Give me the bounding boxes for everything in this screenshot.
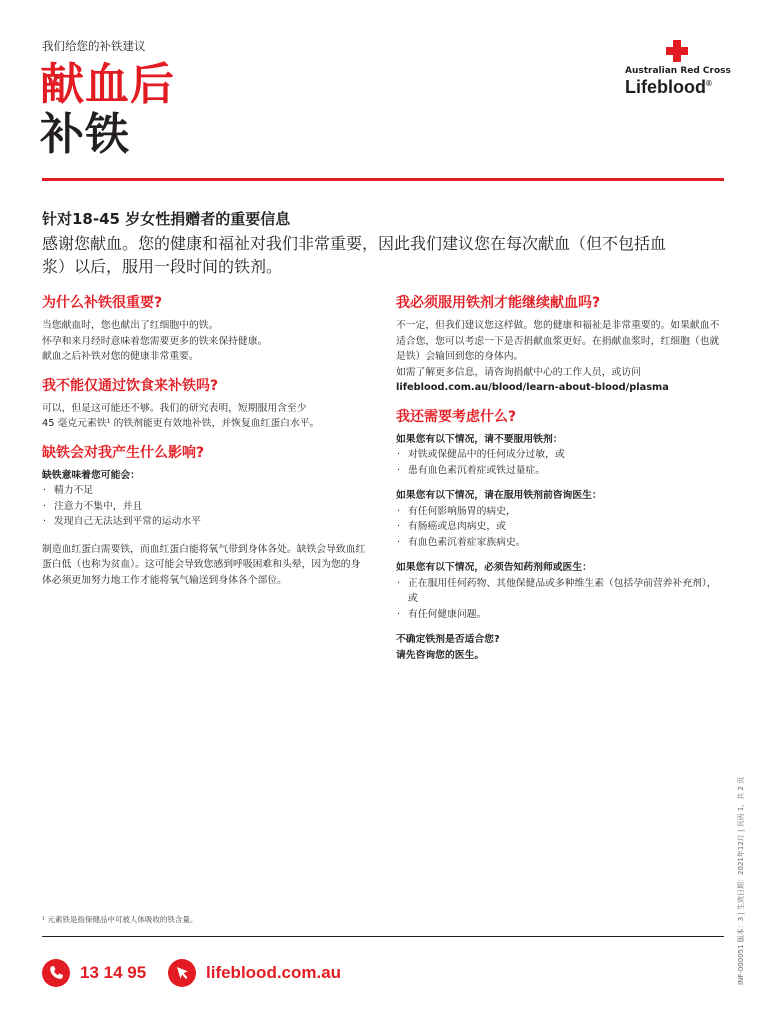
section-diet-p2: 45 毫克元素铁¹ 的铁剂能更有效地补铁，并恢复血红蛋白水平。: [42, 418, 320, 429]
section-deficiency-title: 缺铁会对我产生什么影响?: [42, 444, 205, 461]
cursor-icon: [168, 959, 196, 987]
section-why-iron-p2: 怀孕和来月经时意味着您需要更多的铁来保持健康。: [42, 335, 268, 347]
list-item: · 发现自己无法达到平常的运动水平: [42, 514, 370, 530]
list-item: · 有任何影响肠胃的病史，: [396, 504, 724, 520]
closing-question: 不确定铁剂是否适合您?: [396, 634, 500, 645]
phone-contact[interactable]: [42, 958, 146, 988]
lifeblood-logo: [620, 40, 730, 100]
intro-heading: 针对18-45 岁女性捐赠者的重要信息: [42, 210, 291, 228]
footer-divider: [42, 936, 724, 937]
list-item: · 有血色素沉着症家族病史。: [396, 535, 724, 551]
logo-brand-name: Lifeblood®: [625, 77, 712, 97]
right-column: [396, 294, 724, 663]
section-why-iron-p1: 当您献血时，您也献出了红细胞中的铁。: [42, 320, 219, 331]
logo-org-name: Australian Red Cross: [625, 66, 731, 76]
section-must-take-p1: 不一定，但我们建议您这样做。您的健康和福祉是非常重要的。如果献血不适合您，您可以考虑一下是否捐献血浆更好。在捐献血浆时，红细胞（也就是铁）会输回到您的身体内。: [396, 320, 720, 362]
list-item: · 有肠癌或息肉病史，或: [396, 519, 724, 535]
section-diet-title: 我不能仅通过饮食来补铁吗?: [42, 377, 219, 394]
closing-advice: 请先咨询您的医生。: [396, 649, 485, 661]
section-must-take-title: 我必须服用铁剂才能继续献血吗?: [396, 295, 601, 311]
website-contact[interactable]: [168, 958, 341, 988]
list-item: · 精力不足: [42, 483, 370, 499]
title-line-1: 献血后: [40, 59, 175, 110]
phone-icon: [42, 959, 70, 987]
red-cross-icon: [666, 40, 688, 62]
footnote: ¹ 元素铁是指保健品中可被人体吸收的铁含量。: [42, 915, 198, 924]
list-item: · 注意力不集中，并且: [42, 499, 370, 515]
document-subtitle: 我们给您的补铁建议: [42, 39, 146, 53]
list-item: · 对铁或保健品中的任何成分过敏，或: [396, 447, 724, 463]
phone-number: 13 14 95: [80, 963, 147, 982]
section-deficiency-lead: 缺铁意味着您可能会：: [42, 469, 140, 481]
section-diet-p1: 可以，但是这可能还不够。我们的研究表明，短期服用含至少: [42, 402, 307, 414]
section-consider-title: 我还需要考虑什么?: [396, 408, 517, 425]
tell-pharmacist-list: [396, 576, 724, 623]
plasma-link[interactable]: lifeblood.com.au/blood/learn-about-blood/plasma: [396, 382, 669, 393]
deficiency-list: [42, 483, 370, 530]
list-item: · 患有血色素沉着症或铁过量症。: [396, 463, 724, 479]
group-do-not-take-lead: 如果您有以下情况，请不要服用铁剂：: [396, 433, 563, 445]
group-consult-doctor-lead: 如果您有以下情况，请在服用铁剂前咨询医生：: [396, 490, 602, 501]
intro-body: 感谢您献血。您的健康和福祉对我们非常重要，因此我们建议您在每次献血（但不包括血浆）以后，服用一段时间的铁剂。: [42, 234, 667, 276]
group-tell-pharmacist-lead: 如果您有以下情况，必须告知药剂师或医生：: [396, 562, 592, 573]
do-not-take-list: [396, 447, 724, 478]
website-url: lifeblood.com.au: [206, 963, 342, 982]
section-why-iron-title: 为什么补铁很重要?: [42, 295, 163, 311]
list-item: · 有任何健康问题。: [396, 607, 724, 623]
page-title: [40, 60, 175, 160]
section-deficiency-body: 制造血红蛋白需要铁，而血红蛋白能将氧气带到身体各处。缺铁会导致血红蛋白低（也称为贫血）。这可能会导致您感到呼吸困难和头晕，因为您的身体必须更加努力地工作才能将氧气输送到身体各个部位。: [42, 543, 366, 586]
section-must-take-p2: 如需了解更多信息，请咨询捐献中心的工作人员，或访问: [396, 366, 641, 378]
list-item: · 正在服用任何药物、其他保健品或多种维生素（包括孕前营养补充剂），或: [396, 576, 724, 607]
consult-doctor-list: [396, 504, 724, 551]
header-divider: [42, 178, 724, 181]
title-line-2: 补铁: [40, 109, 130, 160]
section-why-iron-p3: 献血之后补铁对您的健康非常重要。: [42, 351, 199, 362]
left-column: [42, 294, 370, 588]
document-reference-code: INF-000051 版本：3 | 生效日期：2021年12月 | 页码 1，共 2 页: [737, 776, 745, 985]
